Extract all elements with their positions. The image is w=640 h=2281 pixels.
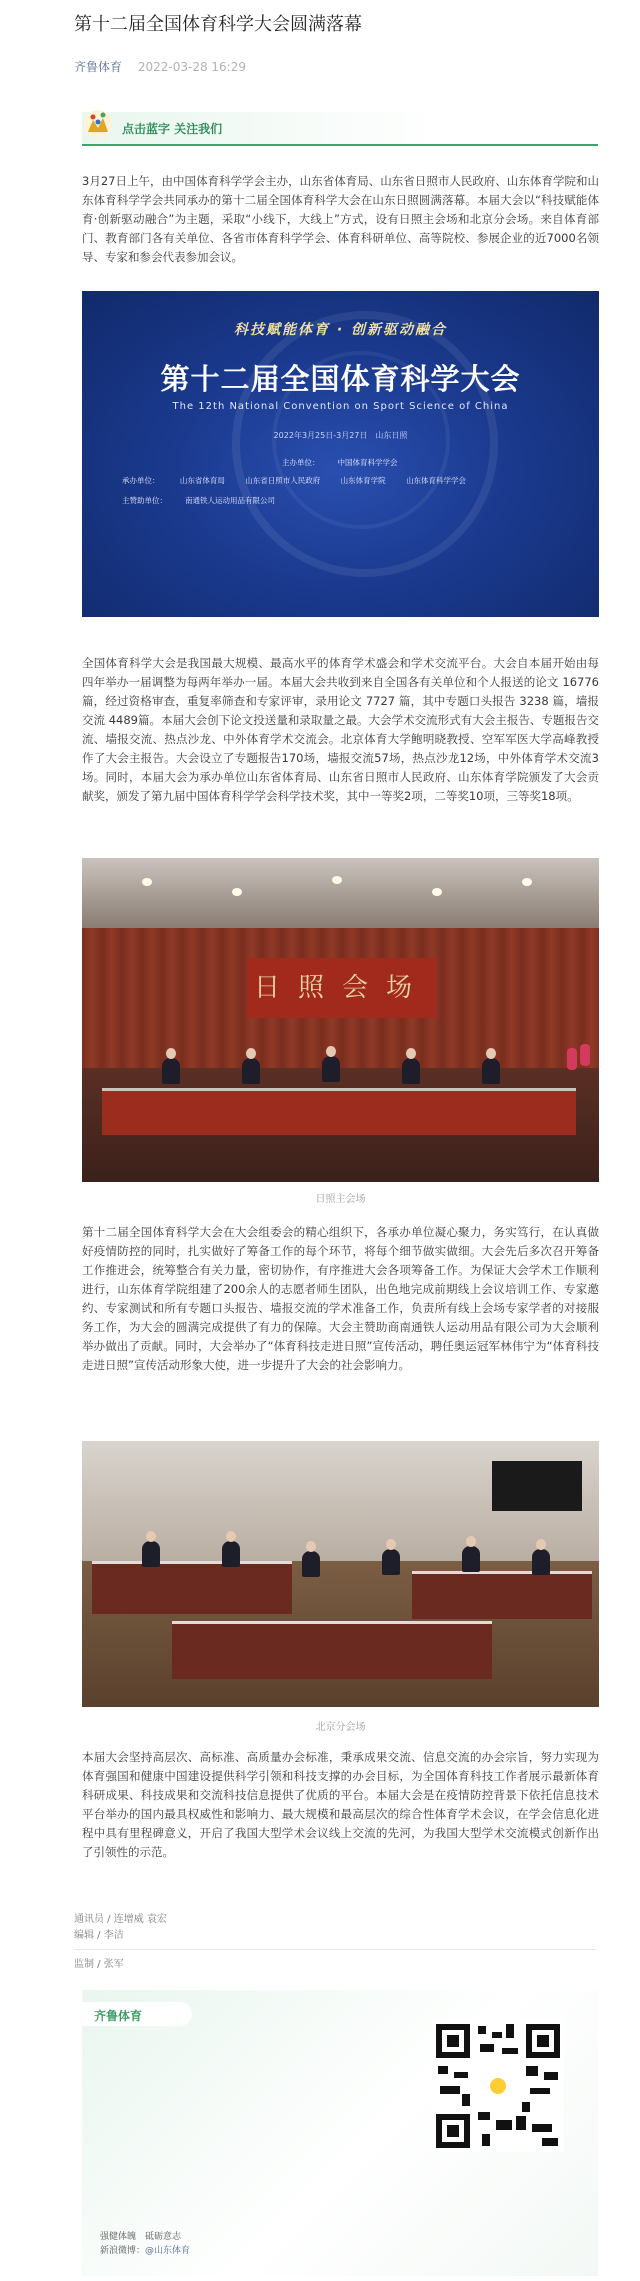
- article-meta: [74, 58, 246, 75]
- footer-weibo: [100, 2244, 190, 2258]
- poster-title: 第十二届全国体育科学大会: [160, 362, 521, 396]
- qr-center-logo-icon: [484, 2072, 512, 2100]
- poster-organizer: 山东省体育局: [179, 476, 225, 485]
- poster-date-place: 2022年3月25日-3月27日 山东日照: [273, 431, 408, 440]
- poster-sponsor-row: [122, 495, 293, 506]
- wall-screen: [492, 1461, 582, 1511]
- follow-banner[interactable]: [82, 112, 598, 146]
- footer-account-tag: [82, 2002, 192, 2026]
- poster-host-row: [282, 457, 416, 468]
- credits-divider: [74, 1949, 596, 1950]
- poster-organizer: 山东省日照市人民政府: [245, 476, 321, 485]
- credit-editor: 编辑 / 李洁: [74, 1930, 124, 1941]
- credit-reporters: 通讯员 / 连增威 袁宏: [74, 1914, 167, 1925]
- footer-weibo-handle-link[interactable]: @山东体育: [145, 2246, 191, 2256]
- meeting-table: [172, 1621, 492, 1679]
- qilu-sports-logo-icon: [82, 108, 114, 140]
- poster-slogan: 科技赋能体育 · 创新驱动融合: [233, 322, 448, 338]
- conference-poster-image: [82, 291, 599, 617]
- beijing-branch-venue-photo: [82, 1441, 599, 1707]
- qr-code-icon[interactable]: [432, 2020, 564, 2152]
- meeting-table: [92, 1561, 292, 1614]
- paragraph-organization: 第十二届全国体育科学大会在大会组委会的精心组织下，各承办单位凝心聚力，务实笃行，在认真做好疫情防控的同时，扎实做好了筹备工作的每个环节，将每个细节做实做细。大会先后多次召开筹备工作推进会，统筹整合有关力量，密切协作，有序推进大会各项筹备工作。为保证大会学术工作顺利进行，山东体育学院组建了200余人的志愿者师生团队，出色地完成前期线上会议培训工作、专家邀约、专家测试和所有专题口头报告、墙报交流的学术准备工作，负责所有线上会场专家学者的对接服务工作，为大会的圆满完成提供了有力的保障。大会主赞助商南通铁人运动用品有限公司为大会顺利举办做出了贡献。同时，大会举办了“体育科技走进日照”宣传活动，聘任奥运冠军林伟宁为“体育科技走进日照”宣传活动形象大使，进一步提升了大会的社会影响力。: [82, 1225, 599, 1372]
- poster-organizers-row: [122, 475, 484, 486]
- photo-caption: 日照主会场: [315, 1194, 366, 1205]
- poster-host-label: 主办单位：: [282, 458, 320, 467]
- photo-caption: 北京分会场: [315, 1722, 366, 1733]
- poster-subtitle: The 12th National Convention on Sport Science of China: [172, 401, 509, 412]
- follow-text: 点击蓝字 关注我们: [122, 122, 223, 136]
- credits: [74, 1912, 167, 1944]
- footer-weibo-prefix: 新浪微博：: [100, 2246, 146, 2256]
- poster-sponsor-label: 主赞助单位：: [122, 496, 167, 505]
- venue-backdrop-sign: 日照会场: [247, 958, 437, 1018]
- poster-organizers-label: 承办单位：: [122, 476, 160, 485]
- publish-time: 2022-03-28 16:29: [137, 60, 246, 74]
- footer-account-name: 齐鲁体育: [94, 2009, 143, 2023]
- poster-host: 中国体育科学学会: [337, 458, 398, 467]
- account-name-link[interactable]: 齐鲁体育: [74, 60, 123, 74]
- meeting-table: [412, 1571, 592, 1619]
- paragraph-intro: 3月27日上午，由中国体育科学学会主办，山东省体育局、山东省日照市人民政府、山东体育学院和山东体育科学学会共同承办的第十二届全国体育科学大会在山东日照圆满落幕。本届大会以“科技赋能体育·创新驱动融合”为主题，采取“小线下，大线上”方式，设有日照主会场和北京分会场。来自体育部门、教育部门各有关单位、各省市体育科学学会、体育科研单位、高等院校、参展企业的近7000名领导、专家和参会代表参加会议。: [82, 174, 599, 264]
- ceiling-decoration: [82, 858, 599, 928]
- rizhao-main-venue-photo: [82, 858, 599, 1182]
- footer-info: [100, 2230, 190, 2258]
- poster-sponsor: 南通铁人运动用品有限公司: [185, 496, 275, 505]
- paragraph-overview: 全国体育科学大会是我国最大规模、最高水平的体育学术盛会和学术交流平台。大会自本届开始由每四年举办一届调整为每两年举办一届。本届大会共收到来自全国各有关单位和个人报送的论文 16776 篇，经过资格审查，重复率筛查和专家评审，录用论文 7727 篇，其中专题口头报告 3238 篇，墙报交流 4489篇。本届大会创下论文投送量和录取量之最。大会学术交流形式有大会主报告、专题报告交流、墙报交流、热点沙龙、中外体育学术交流会。北京体育大学鲍明晓教授、空军军医大学高峰教授作了大会主报告。大会设立了专题报告170场，墙报交流57场，热点沙龙12场，中外体育学术交流3场。同时，本届大会为承办单位山东省体育局、山东省日照市人民政府、山东体育学院颁发了大会贡献奖，颁发了第九届中国体育科学学会科学技术奖，其中一等奖2项，二等奖10项，三等奖18项。: [82, 656, 599, 803]
- credit-supervisor: 监制 / 张军: [74, 1959, 124, 1970]
- article-title: 第十二届全国体育科学大会圆满落幕: [74, 14, 362, 35]
- paragraph-summary: 本届大会坚持高层次、高标准、高质量办会标准，秉承成果交流、信息交流的办会宗旨，努力实现为体育强国和健康中国建设提供科学引领和科技支撑的办会目标，为全国体育科技工作者展示最新体育科研成果、科技成果和交流科技信息提供了优质的平台。本届大会是在疫情防控背景下依托信息技术平台举办的国内最具权威性和影响力、最大规模和最高层次的综合性体育学术会议，在学会信息化进程中具有里程碑意义，开启了我国大型学术会议线上交流的先河，为我国大型学术交流模式创新作出了引领性的示范。: [82, 1750, 599, 1859]
- presidium-table: [102, 1088, 576, 1135]
- footer-slogan: 强健体魄 砥砺意志: [100, 2232, 182, 2242]
- poster-organizer: 山东体育学院: [340, 476, 386, 485]
- poster-organizer: 山东体育科学学会: [406, 476, 467, 485]
